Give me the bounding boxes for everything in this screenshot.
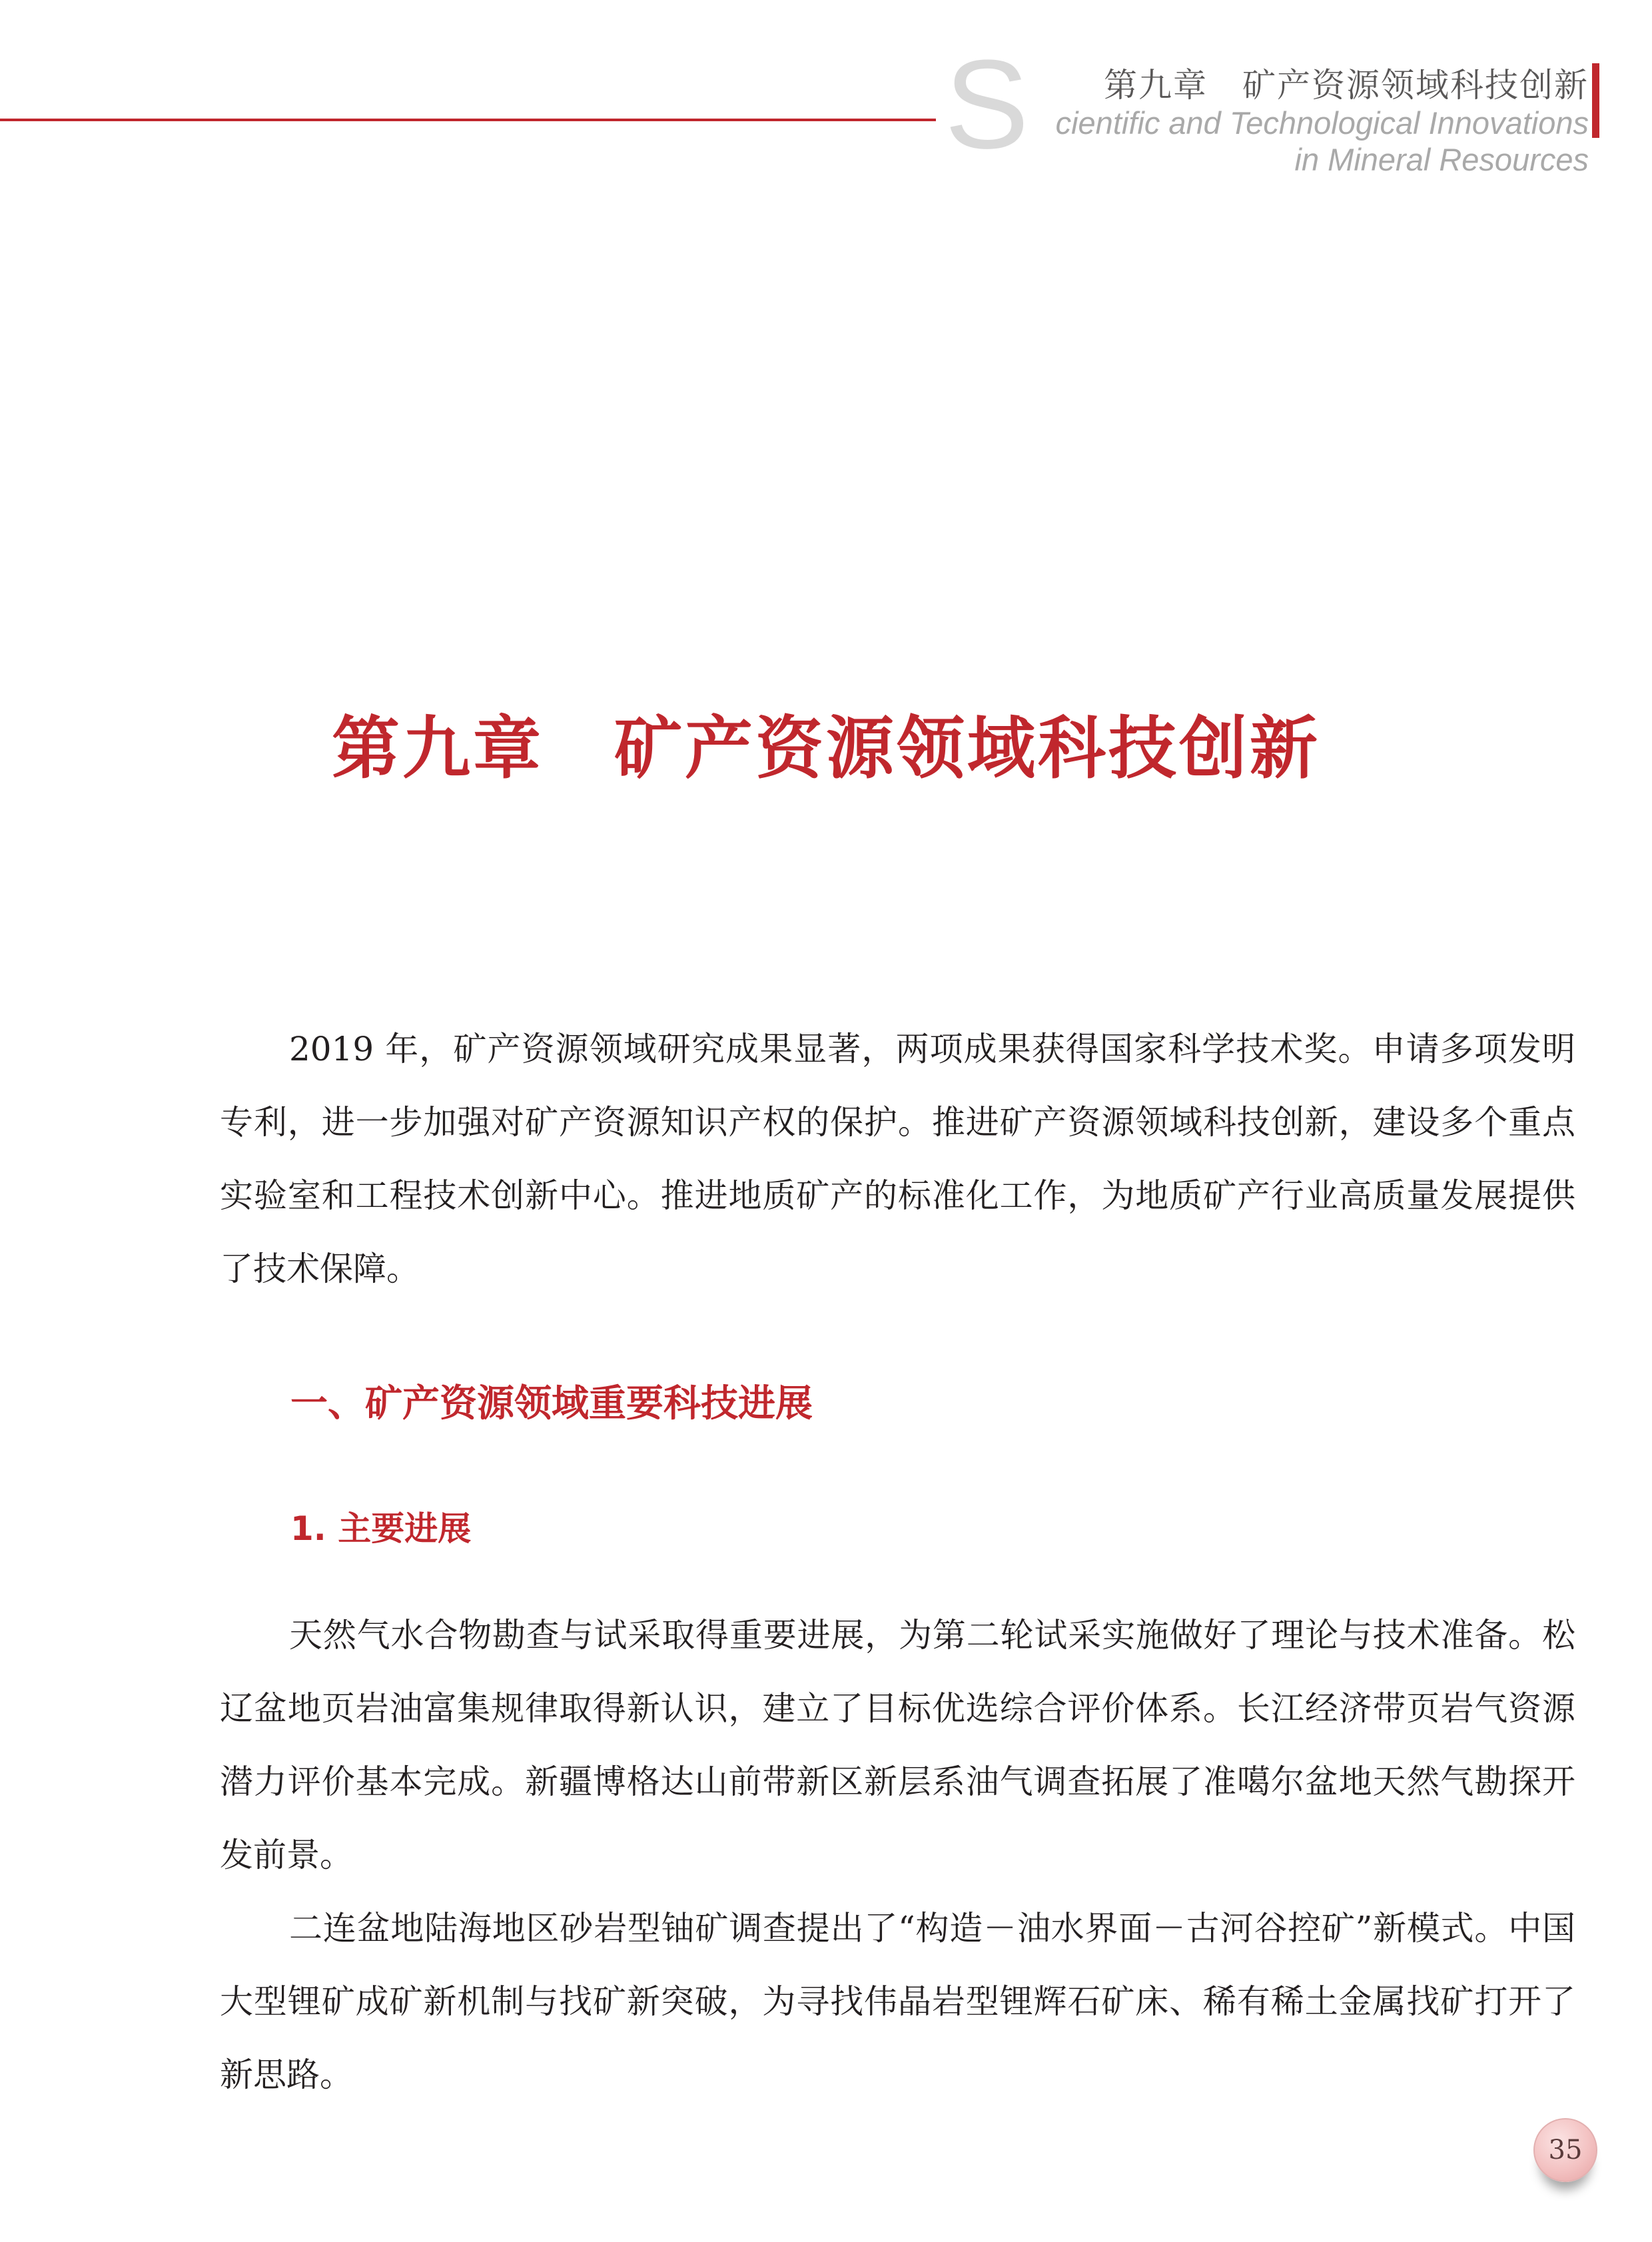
page-number-badge: [1533, 2118, 1597, 2182]
page-number: 35: [1548, 2135, 1583, 2165]
body-paragraph: 二连盆地陆海地区砂岩型铀矿调查提出了“构造－油水界面－古河谷控矿”新模式。中国大型锂矿成矿新机制与找矿新突破，为寻找伟晶岩型锂辉石矿床、稀有稀土金属找矿打开了新思路。: [220, 1909, 1575, 2094]
body-paragraph: 天然气水合物勘查与试采取得重要进展，为第二轮试采实施做好了理论与技术准备。松辽盆地页岩油富集规律取得新认识，建立了目标优选综合评价体系。长江经济带页岩气资源潜力评价基本完成。新疆博格达山前带新区新层系油气调查拓展了准噶尔盆地天然气勘探开发前景。: [220, 1616, 1575, 1874]
section-heading: 一、矿产资源领域重要科技进展: [290, 1382, 813, 1425]
running-header-english-line1: cientific and Technological Innovations: [1055, 105, 1589, 141]
subsection-heading: 1. 主要进展: [290, 1509, 472, 1548]
running-header-chapter: 第九章 矿产资源领域科技创新: [1104, 66, 1589, 105]
running-header-english-line2: in Mineral Resources: [1294, 142, 1589, 177]
intro-paragraph: 2019 年，矿产资源领域研究成果显著，两项成果获得国家科学技术奖。申请多项发明专利，进一步加强对矿产资源知识产权的保护。推进矿产资源领域科技创新，建设多个重点实验室和工程技术创新中心。推进地质矿产的标准化工作，为地质矿产行业高质量发展提供了技术保障。: [220, 1030, 1575, 1288]
header-accent-bar: [1592, 63, 1599, 138]
chapter-title: 第九章 矿产资源领域科技创新: [332, 709, 1320, 789]
header-rule: [0, 119, 936, 121]
header-decorative-letter: S: [945, 34, 1029, 175]
